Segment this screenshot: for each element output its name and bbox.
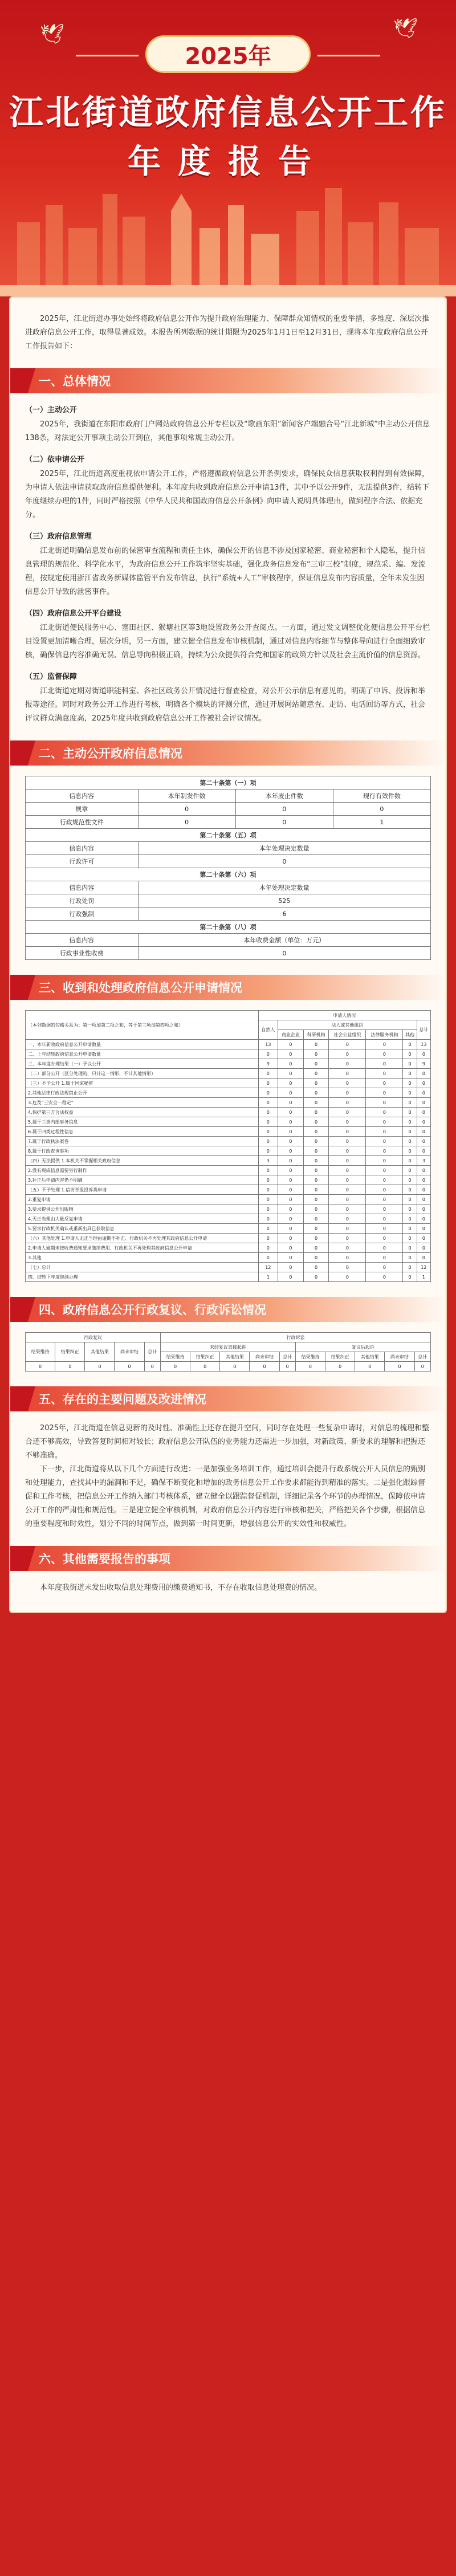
paragraph: 江北街道定期对街道职能科室、各社区政务公开情况进行督查检查，对公开公示信息有意见的，明确了申诉、投诉和举报等途径。同时对政务公开工作进行考核，明确各个模块的评测分值，通过开展网站随意查、走访、电话回访等方式，社会评议群众满意度高，2025年度共收到政府信息公开工作被社会评议情况。 — [25, 687, 426, 723]
subheading: （一）主动公开 — [25, 406, 78, 414]
year-badge: 2025年 — [145, 35, 311, 73]
table-row: 4.无正当理由大量反复申请 0 0 0 0 0 0 0 — [26, 1214, 431, 1224]
subheading: （三）政府信息管理 — [25, 532, 92, 541]
paragraph: 江北街道便民服务中心、塞田社区、猴塘社区等3地设置政务公开查阅点。一方面，通过发文调整优化便信息公开平台栏目设置更加清晰合理，层次分明，另一方面，建立健全信息发布审核机制，通过对信息内容细节与整体导向进行全面细致审核，确保信息内容准确无误、信息导向积极正确，持续为公众提供符合党和国家的政策方针以及社会主流价值的信息资源。 — [25, 624, 430, 660]
paragraph: 本年度我街道未发出收取信息处理费用的缴费通知书，不存在收取信息处理费的情况。 — [40, 1584, 322, 1592]
subheading: （二）依申请公开 — [25, 455, 85, 464]
section-header: 五、存在的主要问题及改进情况 — [10, 1386, 446, 1411]
table-row: （七）总计 12 0 0 0 0 0 12 — [26, 1263, 431, 1272]
report-title: 江北街道政府信息公开工作 — [9, 93, 447, 133]
subheading: （四）政府信息公开平台建设 — [25, 609, 122, 618]
table-row: 二、上年结转政府信息公开申请数量 0 0 0 0 0 0 0 — [26, 1049, 431, 1059]
table-row: 四、结转下年度继续办理 1 0 0 0 0 0 1 — [26, 1272, 431, 1282]
table-row: （二）部分公开（区分处理的，只计这一情形，不计其他情形） 0 0 0 0 0 0 0 — [26, 1069, 431, 1079]
paragraph: 2025年，江北街道在信息更新的及时性、准确性上还存在提升空间，同时存在处理一些复杂申请时，对信息的梳理和整合还不够高效，导致答复时间相对较长；政府信息公开队伍的业务能力还需进一步加强，对新政策、新要求的理解和把握还不够准确。 — [25, 1424, 430, 1460]
report-body — [9, 296, 447, 1613]
paragraph: 江北街道明确信息发布前的保密审查流程和责任主体，确保公开的信息不涉及国家秘密、商业秘密和个人隐私，提升信息管理的规范化、科学化水平，为政府信息公开工作筑牢坚实基础，强化政务信息发布“三审三校”制度，规范采、编、发流程，按规定使用浙江省政务新媒体监管平台发布信息，执行“系统+人工”审核程序，保证信息发布内容质量，全年未发生因信息公开导致的泄密事件。 — [25, 547, 426, 596]
paragraph: 2025年，江北街道高度重视依申请公开工作，严格遵循政府信息公开条例要求，确保民众信息获取权利得到有效保障，为申请人依法申请获取政府信息提供便利。本年度共收到政府信息公开申请13件，其中予以公开9件，无法提供3件，结转下年度继续办理的1件，同时严格按照《中华人民共和国政府信息公开条例》向申请人说明具体理由，做到程序合法、依据充分。 — [25, 470, 430, 519]
table-row: 一、本年新收政府信息公开申请数量 13 0 0 0 0 0 13 — [26, 1040, 431, 1049]
table-row: 5.属于三类内部事务信息 0 0 0 0 0 0 0 — [26, 1117, 431, 1127]
application-handling-table: （本列数据的勾稽关系为：第一项加第二项之和，等于第三项加第四项之和） 申请人情况 自然人 法人或其他组织 总计 商业企业 科研机构 社会公益组织 法律服务机构 其他 一、本年新收政府信息公开申请数量 13 0 0 0 0 0 13 二、上年结转政府信息公开申请数量 0 0 0 0 0 0 0 三、本年度办理结果（一）予以公开 9 0 0 0 0 0 9 （二）部分公开（区分处理的，只计这一情形，不计其他情形） 0 0 0 0 0 0 0 （三）不予公开 1.属于国家秘密 0 0 0 0 0 0 0 2.其他法律行政法规禁止公开 0 0 0 0 0 0 0 3.危及“三安全一稳定” 0 0 0 0 0 0 0 4.保护第三方合法权益 0 0 0 0 0 0 0 5.属于三类内部事务信息 0 0 0 0 0 0 0 6.属于四类过程性信息 0 0 0 0 0 0 0 7.属于行政执法案卷 0 0 0 0 0 0 0 8.属于行政查询事项 0 0 0 0 0 0 0 （四）无法提供 1.本机关不掌握相关政府信息 3 0 0 0 0 0 3 2.没有现成信息需要另行制作 0 0 0 0 0 0 0 3.补正后申请内容仍不明确 0 0 0 0 0 0 0 （五）不予处理 1.信访举报投诉类申请 0 0 0 0 0 0 0 2.重复申请 0 0 0 0 0 0 0 3.要求提供公开出版物 0 0 0 0 0 0 0 4.无正当理由大量反复申请 0 0 0 0 0 0 0 5.要求行政机关确认或重新出具已获取信息 0 0 0 0 0 0 0 （六）其他处理 1.申请人无正当理由逾期不补正、行政机关不再处理其政府信息公开申请 0 0 0 0 0 0 0 2.申请人逾期未按收费通知要求缴纳费用、行政机关不再处理其政府信息公开申请 0 0 0 0 0 0 0 3.其他 0 0 0 0 0 0 0 （七）总计 12 0 0 0 0 0 12 四、结转下年度继续办理 1 0 0 0 0 0 1 — [25, 1010, 431, 1282]
table-row: 3.补正后申请内容仍不明确 0 0 0 0 0 0 0 — [26, 1175, 431, 1185]
paragraph: 2025年，我街道在东阳市政府门户网站政府信息公开专栏以及“歌画东阳”新闻客户端融合号“江北新城”中主动公开信息138条，对法定公开事项主动公开到位，其他事项常规主动公开。 — [25, 420, 430, 442]
dove-icon: 🕊 — [393, 17, 418, 40]
paragraph: 下一步，江北街道将从以下几个方面进行改进：一是加强业务培训工作，通过培训会提升行政系统公开人员信息的甄别和处理能力，查找其中的漏洞和不足，确保不断变化和增加的政务信息公开工作要求都能得到精准的落实。二是强化跟踪督促和工作考核，把信息公开工作纳入部门考核体系，建立健全以跟踪督促机制，详细记录各个环节的办理情况，保障依申请公开工作的严肃性和规范性。三是建立健全审核机制，对政府信息公开内容进行审核和把关，严格把关各个步骤，根据信息的重要程度和时效性，划分不同的时间节点，做到第一时间更新，增强信息公开的实效性和权威性。 — [25, 1465, 426, 1528]
report-subtitle: 年度报告 — [127, 142, 328, 181]
table-row: 三、本年度办理结果（一）予以公开 9 0 0 0 0 0 9 — [26, 1059, 431, 1069]
city-skyline-illustration — [0, 171, 456, 296]
table-row: 4.保护第三方合法权益 0 0 0 0 0 0 0 — [26, 1108, 431, 1117]
section-header: 二、主动公开政府信息情况 — [10, 740, 446, 766]
dove-icon: 🕊 — [40, 23, 65, 46]
table-row: 3.要求提供公开出版物 0 0 0 0 0 0 0 — [26, 1204, 431, 1214]
table-row: 2.申请人逾期未按收费通知要求缴纳费用、行政机关不再处理其政府信息公开申请 0 0 0 0 0 0 0 — [26, 1243, 431, 1253]
table-row: 2.重复申请 0 0 0 0 0 0 0 — [26, 1195, 431, 1204]
subheading: （五）监督保障 — [25, 673, 78, 681]
table-row: （六）其他处理 1.申请人无正当理由逾期不补正、行政机关不再处理其政府信息公开申请 0 0 0 0 0 0 0 — [26, 1234, 431, 1243]
active-disclosure-table: 第二十条第（一）项 信息内容 本年制发件数 本年废止件数 现行有效件数 规章 0 0 0 行政规范性文件 0 0 1 第二十条第（五）项 信息内容 本年处理决定数量 行政许可 0 第二十条第（六）项 信息内容 本年处理决定数量 行政处罚 525 行政强制 6 第二十条第（八）项 信息内容 本年收费金额（单位：万元） 行政事业性收费 0 — [25, 776, 431, 960]
section-header: 六、其他需要报告的事项 — [10, 1546, 446, 1571]
report-banner — [0, 0, 456, 296]
section-header: 一、总体情况 — [10, 368, 446, 393]
table-row: 7.属于行政执法案卷 0 0 0 0 0 0 0 — [26, 1137, 431, 1146]
table-row: 6.属于四类过程性信息 0 0 0 0 0 0 0 — [26, 1127, 431, 1137]
table-row: 3.危及“三安全一稳定” 0 0 0 0 0 0 0 — [26, 1098, 431, 1108]
table-row: 3.其他 0 0 0 0 0 0 0 — [26, 1253, 431, 1263]
section-header: 三、收到和处理政府信息公开申请情况 — [10, 975, 446, 1000]
table-row: 2.没有现成信息需要另行制作 0 0 0 0 0 0 0 — [26, 1166, 431, 1175]
section-header: 四、政府信息公开行政复议、行政诉讼情况 — [10, 1297, 446, 1322]
review-litigation-table: 行政复议 行政诉讼 结果维持 结果纠正 其他结果 尚未审结 总计 未经复议直接起诉 复议后起诉 结果维持 结果纠正 其他结果 尚未审结 总计 结果维持 结果纠正 其他结果 尚未审结 总计 0 0 0 0 0 0 0 0 0 0 0 0 0 0 0 — [25, 1332, 431, 1372]
intro-paragraph: 2025年，江北街道办事处始终将政府信息公开作为提升政府治理能力、保障群众知情权的重要举措，多维度、深层次推进政府信息公开工作，取得显著成效。本报告所列数据的统计期限为2025年1月1日至12月31日，现将本年度政府信息公开工作报告如下： — [25, 315, 430, 351]
table-row: 2.其他法律行政法规禁止公开 0 0 0 0 0 0 0 — [26, 1088, 431, 1098]
table-row: （四）无法提供 1.本机关不掌握相关政府信息 3 0 0 0 0 0 3 — [26, 1156, 431, 1166]
table-row: 8.属于行政查询事项 0 0 0 0 0 0 0 — [26, 1146, 431, 1156]
table-row: 5.要求行政机关确认或重新出具已获取信息 0 0 0 0 0 0 0 — [26, 1224, 431, 1234]
table-row: （五）不予处理 1.信访举报投诉类申请 0 0 0 0 0 0 0 — [26, 1185, 431, 1195]
table-row: （三）不予公开 1.属于国家秘密 0 0 0 0 0 0 0 — [26, 1079, 431, 1088]
